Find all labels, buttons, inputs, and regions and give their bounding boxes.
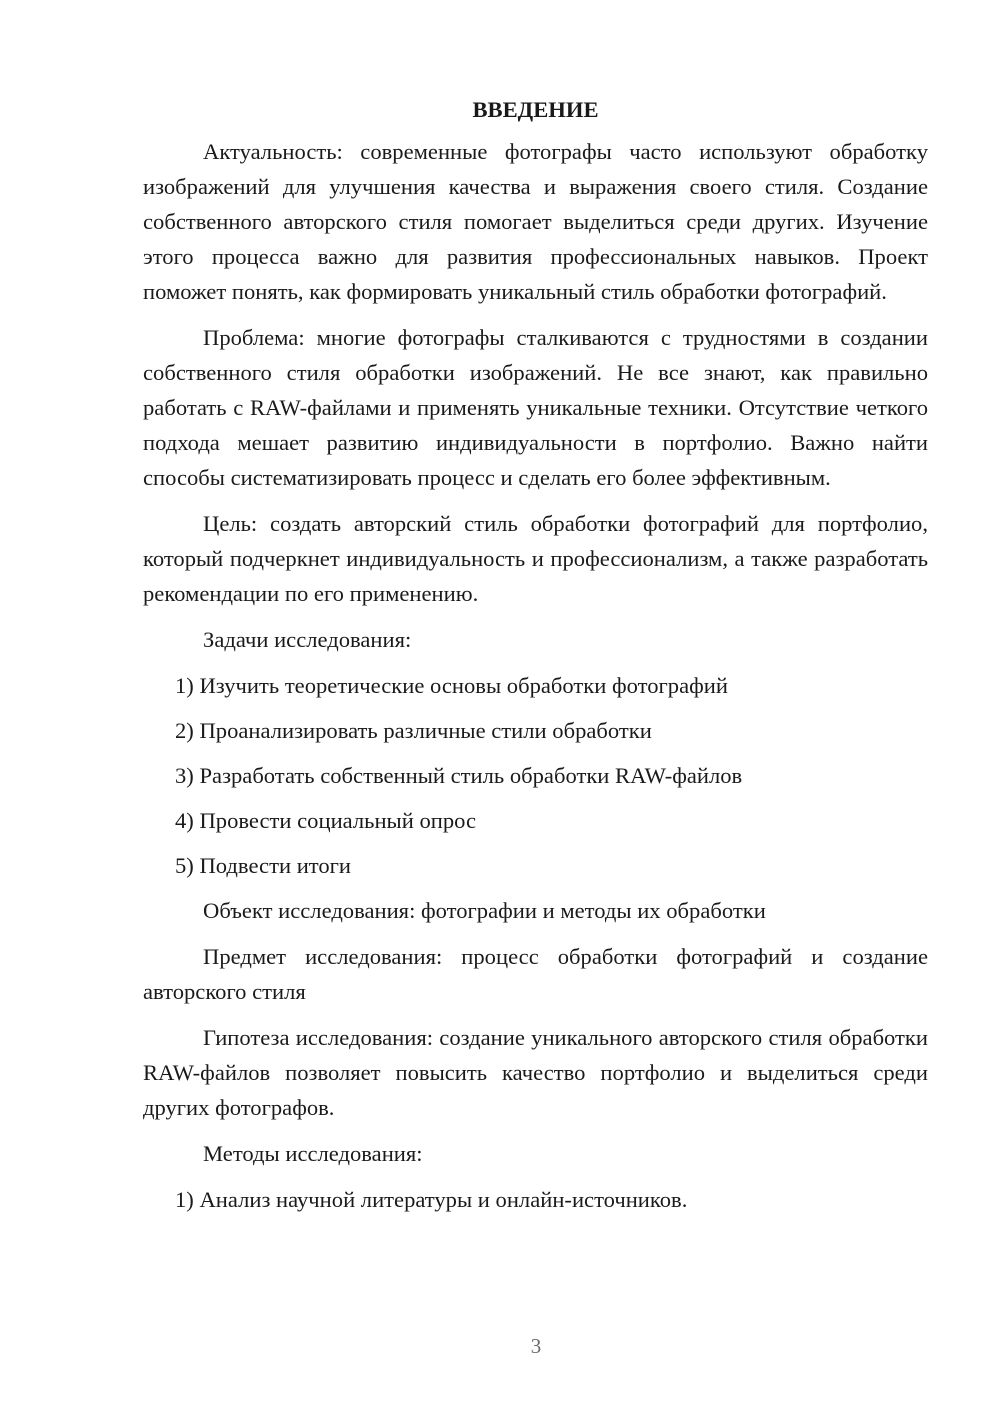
methods-title: Методы исследования: [203, 1141, 423, 1166]
tasks-title: Задачи исследования: [203, 627, 412, 652]
tasks-list [143, 668, 928, 883]
list-item: 5) Подвести итоги [175, 853, 352, 878]
list-item: 3) Разработать собственный стиль обработки RAW-файлов [175, 763, 743, 788]
page-number: 3 [530, 1334, 542, 1358]
section-heading: ВВЕДЕНИЕ [472, 97, 599, 122]
hypothesis-paragraph: Гипотеза исследования: создание уникального авторского стиля обработки RAW-файлов позволяет повысить качество портфолио и выделиться среди других фотографов. [143, 1025, 928, 1120]
list-item: 1) Анализ научной литературы и онлайн-источников. [175, 1187, 688, 1212]
document-page [143, 96, 928, 1227]
list-item: 1) Изучить теоретические основы обработки фотографий [175, 673, 728, 698]
object-line: Объект исследования: фотографии и методы их обработки [203, 898, 766, 923]
relevance-paragraph: Актуальность: современные фотографы часто используют обработку изображений для улучшения качества и выражения своего стиля. Создание собственного авторского стиля помогает выделиться среди других. Изучение этого процесса важно для развития профессиональных навыков. Проект поможет понять, как формировать уникальный стиль обработки фотографий. [143, 139, 928, 304]
methods-list [143, 1182, 928, 1217]
subject-paragraph: Предмет исследования: процесс обработки фотографий и создание авторского стиля [143, 944, 928, 1004]
problem-paragraph: Проблема: многие фотографы сталкиваются с трудностями в создании собственного стиля обработки изображений. Не все знают, как правильно работать с RAW-файлами и применять уникальные техники. Отсутствие четкого подхода мешает развитию индивидуальности в портфолио. Важно найти способы систематизировать процесс и сделать его более эффективным. [143, 325, 928, 490]
list-item: 2) Проанализировать различные стили обработки [175, 718, 652, 743]
goal-paragraph: Цель: создать авторский стиль обработки фотографий для портфолио, который подчеркнет индивидуальность и профессионализм, а также разработать рекомендации по его применению. [143, 511, 928, 606]
list-item: 4) Провести социальный опрос [175, 808, 477, 833]
